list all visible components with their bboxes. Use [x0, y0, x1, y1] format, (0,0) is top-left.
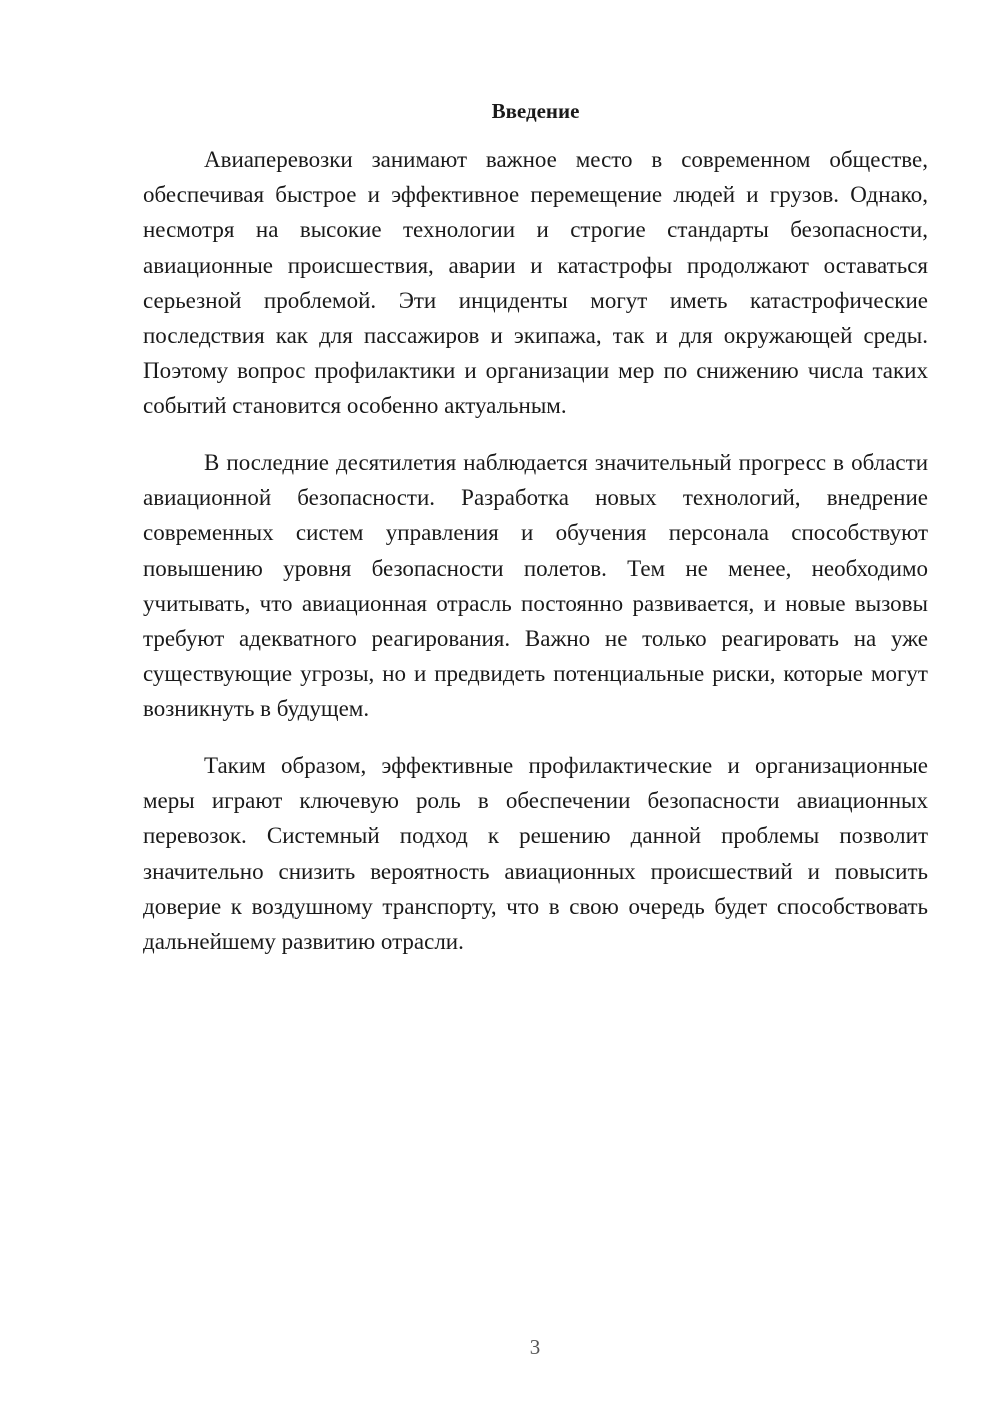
- paragraph-conclusion: Таким образом, эффективные профилактические и организационные меры играют ключевую роль в обеспечении безопасности авиационных перевозок. Системный подход к решению данной проблемы позволит значительно снизить вероятность авиационных происшествий и повысить доверие к воздушному транспорту, что в свою очередь будет способствовать дальнейшему развитию отрасли.: [143, 753, 928, 955]
- paragraph-intro: Авиаперевозки занимают важное место в современном обществе, обеспечивая быстрое и эффективное перемещение людей и грузов. Однако, несмотря на высокие технологии и строгие стандарты безопасности, авиационные происшествия, аварии и катастрофы продолжают оставаться серьезной проблемой. Эти инциденты могут иметь катастрофические последствия как для пассажиров и экипажа, так и для окружающей среды. Поэтому вопрос профилактики и организации мер по снижению числа таких событий становится особенно актуальным.: [143, 147, 928, 419]
- section-title: Введение: [491, 99, 580, 123]
- paragraph-progress: В последние десятилетия наблюдается значительный прогресс в области авиационной безопасности. Разработка новых технологий, внедрение современных систем управления и обучения персонала способствуют повышению уровня безопасности полетов. Тем не менее, необходимо учитывать, что авиационная отрасль постоянно развивается, и новые вызовы требуют адекватного реагирования. Важно не только реагировать на уже существующие угрозы, но и предвидеть потенциальные риски, которые могут возникнуть в будущем.: [143, 450, 928, 722]
- page-number: 3: [529, 1335, 541, 1359]
